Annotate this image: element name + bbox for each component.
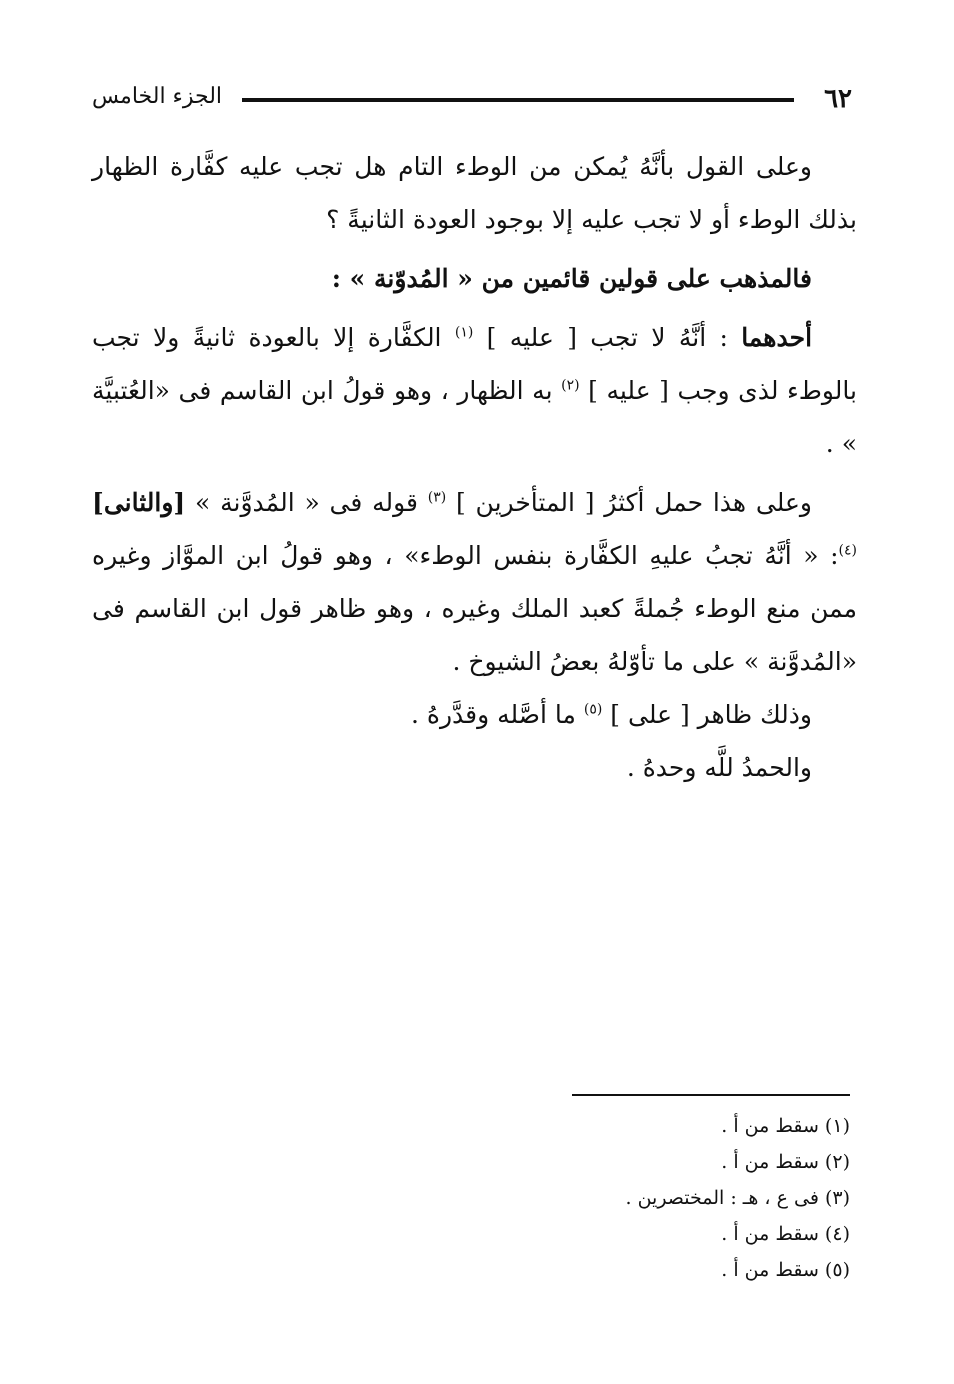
footnote-rule [572, 1094, 850, 1096]
footnote-ref-2[interactable]: (٢) [561, 377, 580, 394]
footnote-2: (٢) سقط من أ . [721, 1151, 850, 1173]
first-opinion-label: أحدهما [741, 323, 813, 352]
footnote-ref-3[interactable]: (٣) [427, 489, 447, 506]
paragraph-1: وعلى القول بأنَّهُ يُمكن من الوطء التام هل تجب عليه كفَّارة الظهار بذلك الوطء أو لا تجب عليه إلا بوجود العودة الثانيةً ؟ [92, 152, 857, 234]
paragraph-4-text-c: : « أنَّهُ تجبُ عليهِ الكفَّارة بنفس الوطء» ، وهو قولُ ابن الموَّاز وغيره ممن منع الوطء جُملةً كعبد الملك وغيره ، وهو ظاهر قول ابن القاسم فى «المُدوَّنة » على ما تأوّلهُ بعضُ الشيوخ . [92, 541, 857, 676]
paragraph-2-heading: فالمذهب على قولين قائمين من « المُدوّنة » : [331, 264, 812, 293]
paragraph-4-text-b: قوله فى « المُدوَّنة » [185, 488, 428, 517]
page-number: ٦٢ [824, 84, 852, 114]
page-header [92, 84, 852, 124]
paragraph-4-text-a: وعلى هذا حمل أكثرُ [ المتأخرين ] [446, 488, 812, 517]
body-text [92, 140, 857, 794]
footnote-3: (٣) فى ع ، هـ : المختصرين . [625, 1187, 850, 1209]
paragraph-5-text-a: وذلك ظاهر [ على ] [602, 700, 812, 729]
footnote-5: (٥) سقط من أ . [721, 1259, 850, 1281]
footnote-4: (٤) سقط من أ . [721, 1223, 850, 1245]
paragraph-3-text-b: الكفَّارة إلا بالعودة ثانيةً ولا تجب بالوطء لذى وجب [ عليه ] [92, 323, 857, 405]
running-title: الجزء الخامس [92, 84, 223, 109]
paragraph-3-text-a: : أنَّهُ لا تجب [ عليه ] [473, 323, 742, 352]
paragraph-6-closing: والحمدُ للَّه وحدهُ . [626, 753, 812, 782]
paragraph-3 [92, 311, 857, 470]
footnote-1: (١) سقط من أ . [721, 1115, 850, 1137]
footnote-ref-5[interactable]: (٥) [583, 701, 603, 718]
paragraph-4 [92, 476, 857, 688]
paragraph-3-text-c: به الظهار ، وهو قولُ ابن القاسم فى «العُتبيَّة » . [92, 376, 857, 458]
header-rule [242, 98, 794, 102]
footnotes [430, 1108, 850, 1288]
footnote-ref-1[interactable]: (١) [454, 324, 474, 341]
paragraph-5-text-b: ما أصَّله وقدَّرهُ . [410, 700, 584, 729]
second-opinion-label: [والثانى] [92, 488, 186, 517]
footnote-ref-4[interactable]: (٤) [838, 542, 857, 559]
paragraph-5 [92, 688, 857, 741]
